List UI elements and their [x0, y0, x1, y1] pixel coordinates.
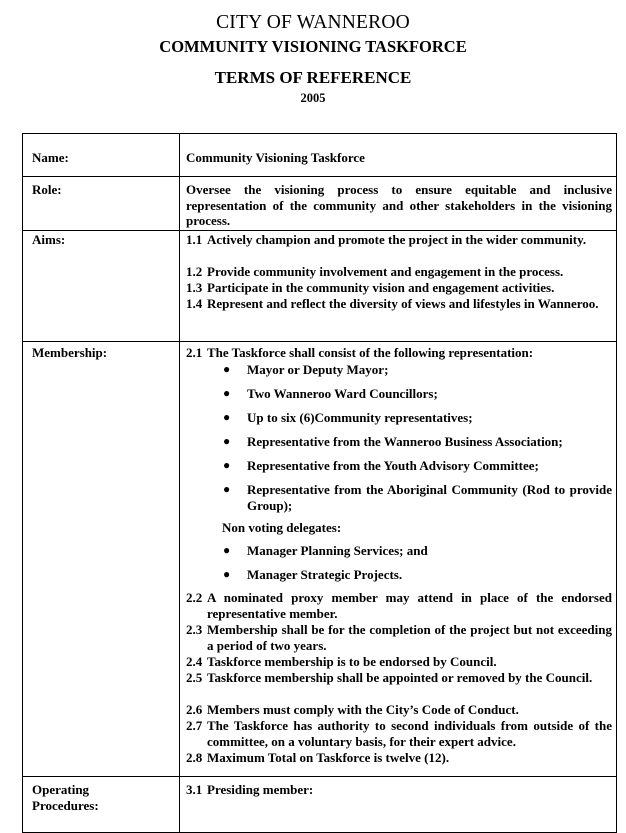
aim-number: 1.4	[186, 296, 203, 311]
bullet-icon: ●	[223, 567, 231, 581]
non-voting-bullet: Manager Planning Services; and	[247, 543, 428, 558]
row-divider	[23, 776, 616, 777]
role-label: Role:	[32, 182, 62, 197]
membership-item: Membership shall be for the completion of the project but not exceeding a period of two years.	[207, 622, 612, 653]
bullet-icon: ●	[223, 458, 231, 472]
role-value: Oversee the visioning process to ensure equitable and inclusive representation of the community and other stakeholders in the visioning process.	[186, 182, 612, 228]
aim-text: Provide community involvement and engagement in the process.	[207, 264, 564, 279]
membership-number: 2.6	[186, 702, 203, 717]
membership-number: 2.4	[186, 654, 203, 669]
membership-bullet: Up to six (6)Community representatives;	[247, 410, 473, 425]
document-title: TERMS OF REFERENCE	[214, 68, 412, 87]
document-year: 2005	[300, 91, 326, 105]
operating-number: 3.1	[186, 782, 203, 797]
membership-number: 2.7	[186, 718, 203, 733]
membership-item: A nominated proxy member may attend in place of the endorsed representative member.	[207, 590, 612, 621]
non-voting-bullet: Manager Strategic Projects.	[247, 567, 403, 582]
aim-number: 1.3	[186, 280, 203, 295]
aim-text: Participate in the community vision and engagement activities.	[207, 280, 555, 295]
aim-number: 1.2	[186, 264, 203, 279]
taskforce-title: COMMUNITY VISIONING TASKFORCE	[159, 37, 467, 56]
membership-item: The Taskforce has authority to second individuals from outside of the committee, on a voluntary basis, for their expert advice.	[207, 718, 612, 749]
membership-bullet: Representative from the Aboriginal Community (Rod to provide Group);	[247, 482, 612, 513]
aim-text: Actively champion and promote the project in the wider community.	[207, 232, 587, 247]
bullet-icon: ●	[223, 543, 231, 557]
membership-item: Members must comply with the City’s Code of Conduct.	[207, 702, 519, 717]
non-voting-label: Non voting delegates:	[222, 520, 342, 535]
membership-number: 2.8	[186, 750, 203, 765]
operating-label: Operating	[32, 782, 90, 797]
aim-number: 1.1	[186, 232, 203, 247]
procedures-label: Procedures:	[32, 798, 99, 813]
terms-table	[22, 133, 617, 833]
row-divider	[23, 230, 616, 231]
membership-label: Membership:	[32, 345, 108, 360]
bullet-icon: ●	[223, 362, 231, 376]
membership-number: 2.2	[186, 590, 203, 605]
membership-bullet: Two Wanneroo Ward Councillors;	[247, 386, 438, 401]
bullet-icon: ●	[223, 434, 231, 448]
membership-bullet: Representative from the Wanneroo Business Association;	[247, 434, 563, 449]
membership-intro: The Taskforce shall consist of the following representation:	[207, 345, 534, 360]
membership-item: Maximum Total on Taskforce is twelve (12).	[207, 750, 450, 765]
membership-item: Taskforce membership is to be endorsed by Council.	[207, 654, 497, 669]
bullet-icon: ●	[223, 482, 231, 496]
membership-bullet: Mayor or Deputy Mayor;	[247, 362, 389, 377]
city-title: CITY OF WANNEROO	[216, 12, 410, 33]
membership-item: Taskforce membership shall be appointed or removed by the Council.	[207, 670, 593, 685]
membership-number: 2.3	[186, 622, 203, 637]
name-label: Name:	[32, 150, 69, 165]
aim-text: Represent and reflect the diversity of views and lifestyles in Wanneroo.	[207, 296, 599, 311]
membership-bullet: Representative from the Youth Advisory Committee;	[247, 458, 539, 473]
row-divider	[23, 341, 616, 342]
name-value: Community Visioning Taskforce	[186, 150, 365, 165]
row-divider	[23, 176, 616, 177]
bullet-icon: ●	[223, 386, 231, 400]
aims-label: Aims:	[32, 232, 66, 247]
membership-number: 2.1	[186, 345, 203, 360]
membership-number: 2.5	[186, 670, 203, 685]
column-divider	[179, 134, 180, 832]
bullet-icon: ●	[223, 410, 231, 424]
operating-item: Presiding member:	[207, 782, 314, 797]
